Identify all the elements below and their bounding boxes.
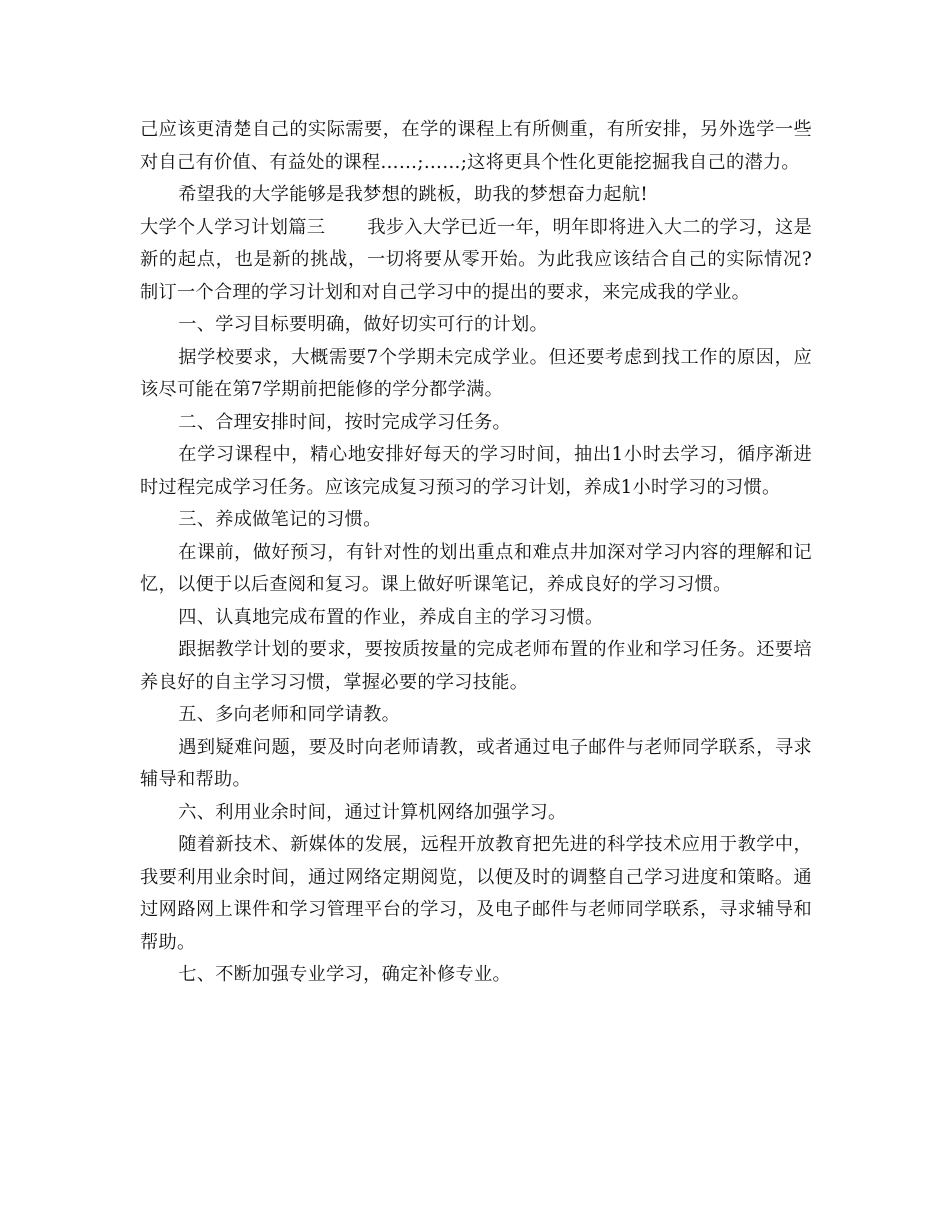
document-page bbox=[140, 114, 812, 992]
item-heading: 七、不断加强专业学习，确定补修专业。 bbox=[178, 964, 511, 985]
item-body: 据学校要求，大概需要7个学期未完成学业。但还要考虑到找工作的原因，应该尽可能在第7学期前把能修的学分都学满。 bbox=[140, 346, 812, 400]
item-body: 随着新技术、新媒体的发展，远程开放教育把先进的科学技术应用于教学中，我要利用业余时间，通过网络定期阅览，以便及时的调整自己学习进度和策略。通过网路网上课件和学习管理平台的学习，及电子邮件与老师同学联系，寻求辅导和帮助。 bbox=[140, 834, 812, 953]
item-body: 在课前，做好预习，有针对性的划出重点和难点井加深对学习内容的理解和记忆，以便于以后查阅和复习。课上做好听课笔记，养成良好的学习习惯。 bbox=[140, 541, 812, 595]
item-body: 在学习课程中，精心地安排好每天的学习时间，抽出1小时去学习，循序渐进时过程完成学习任务。应该完成复习预习的学习计划，养成1小时学习的习惯。 bbox=[140, 444, 812, 498]
section-three-intro: 我步入大学已近一年，明年即将进入大二的学习，这是新的起点，也是新的挑战，一切将要从零开始。为此我应该结合自己的实际情况?制订一个合理的学习计划和对自己学习中的提出的要求，来完成我的学业。 bbox=[140, 216, 812, 303]
item-heading: 一、学习目标要明确，做好切实可行的计划。 bbox=[178, 314, 548, 335]
item-heading: 二、合理安排时间，按时完成学习任务。 bbox=[178, 411, 511, 433]
item-heading: 五、多向老师和同学请教。 bbox=[178, 704, 401, 725]
paragraph-continuation: 己应该更清楚自己的实际需要，在学的课程上有所侧重，有所安排，另外选学一些对自己有价值、有益处的课程……;……;这将更具个性化更能挖掘我自己的潜力。 bbox=[140, 119, 812, 173]
item-body: 跟据教学计划的要求，要按质按量的完成老师布置的作业和学习任务。还要培养良好的自主学习习惯，掌握必要的学习技能。 bbox=[140, 639, 812, 693]
section-three-title: 大学个人学习计划篇三 bbox=[140, 216, 326, 238]
section-three-paragraph bbox=[140, 212, 812, 310]
item-heading: 三、养成做笔记的习惯。 bbox=[178, 509, 382, 530]
item-heading: 六、利用业余时间，通过计算机网络加强学习。 bbox=[178, 801, 567, 823]
item-heading: 四、认真地完成布置的作业，养成自主的学习习惯。 bbox=[178, 606, 604, 628]
item-body: 遇到疑难问题，要及时向老师请教，或者通过电子邮件与老师同学联系，寻求辅导和帮助。 bbox=[140, 736, 812, 790]
paragraph-wish: 希望我的大学能够是我梦想的跳板，助我的梦想奋力起航! bbox=[178, 184, 649, 205]
